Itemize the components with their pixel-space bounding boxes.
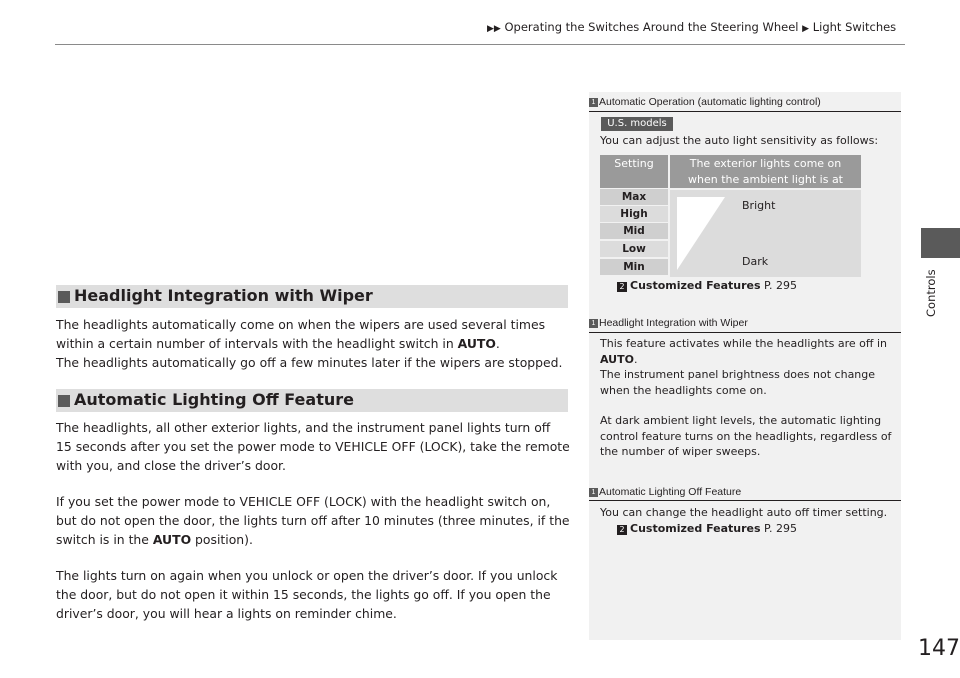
section-body-headlight-wiper [56,315,570,372]
section-body-auto-off [56,418,570,623]
note-heading-headlight-wiper: 1 Headlight Integration with Wiper [589,317,748,329]
header-divider [55,44,905,45]
reference-arrow-icon: 2 [617,282,627,292]
table-row-low: Low [600,241,668,257]
breadcrumb [487,20,896,34]
paragraph: The headlights, all other exterior lights, and the instrument panel lights turn off 15 seconds after you set the power mode to VEHICLE OFF (LOCK), take the remote with you, and close the driver’s door. [56,420,570,473]
note-divider [589,111,901,112]
breadcrumb-parent[interactable]: Operating the Switches Around the Steering Wheel [504,20,799,34]
label-dark: Dark [742,255,769,268]
section-heading-headlight-wiper: Headlight Integration with Wiper [56,285,568,308]
section-heading-auto-off: Automatic Lighting Off Feature [56,389,568,412]
page-number: 147 [918,636,960,661]
chevron-right-icon: ▶▶ [487,24,501,34]
reference-number-icon: 1 [589,319,598,328]
note-text: You can change the headlight auto off timer setting. [600,506,888,519]
note-text: You can adjust the auto light sensitivity as follows: [600,134,879,147]
cross-reference-customized-features[interactable]: 2 Customized Features P. 295 [617,522,797,535]
reference-arrow-icon: 2 [617,525,627,535]
square-bullet-icon [58,291,70,303]
table-row-max: Max [600,189,668,205]
reference-number-icon: 1 [589,98,598,107]
models-badge: U.S. models [601,117,673,131]
paragraph: The lights turn on again when you unlock or open the driver’s door. If you unlock the door, but do not open it within 15 seconds, the lights go off. If you open the driver’s door, you will hear a lights on reminder chime. [56,568,558,621]
table-row-high: High [600,206,668,222]
table-header-setting: Setting [600,155,668,188]
table-row-min: Min [600,259,668,275]
note-text: This feature activates while the headlights are off in AUTO. The instrument panel brightness does not change when the headlights come on. At dark ambient light levels, the automatic lighting control feature turns on the headlights, regardless of the number of wiper sweeps. [600,337,892,458]
paragraph: If you set the power mode to VEHICLE OFF (LOCK) with the headlight switch on, but do not open the door, the lights turn off after 10 minutes (three minutes, if the switch is in the AUTO position). [56,494,570,547]
paragraph: The headlights automatically go off a few minutes later if the wipers are stopped. [56,355,563,370]
label-bright: Bright [742,199,776,212]
reference-number-icon: 1 [589,488,598,497]
chapter-tab-marker[interactable] [921,228,960,258]
square-bullet-icon [58,395,70,407]
table-row-mid: Mid [600,223,668,239]
chapter-tab-label[interactable]: Controls [924,269,938,317]
note-heading-auto-operation: 1 Automatic Operation (automatic lighting control) [589,96,821,108]
note-divider [589,500,901,501]
table-header-ambient: The exterior lights come on when the ambient light is at [670,155,861,188]
note-heading-auto-off: 1 Automatic Lighting Off Feature [589,486,741,498]
note-divider [589,332,901,333]
paragraph: The headlights automatically come on when the wipers are used several times within a certain number of intervals with the headlight switch in AUTO. [56,317,546,351]
chevron-right-icon: ▶ [802,24,810,34]
breadcrumb-current[interactable]: Light Switches [812,20,897,34]
cross-reference-customized-features[interactable]: 2 Customized Features P. 295 [617,279,797,292]
ambient-light-gradient-cell [670,190,861,277]
